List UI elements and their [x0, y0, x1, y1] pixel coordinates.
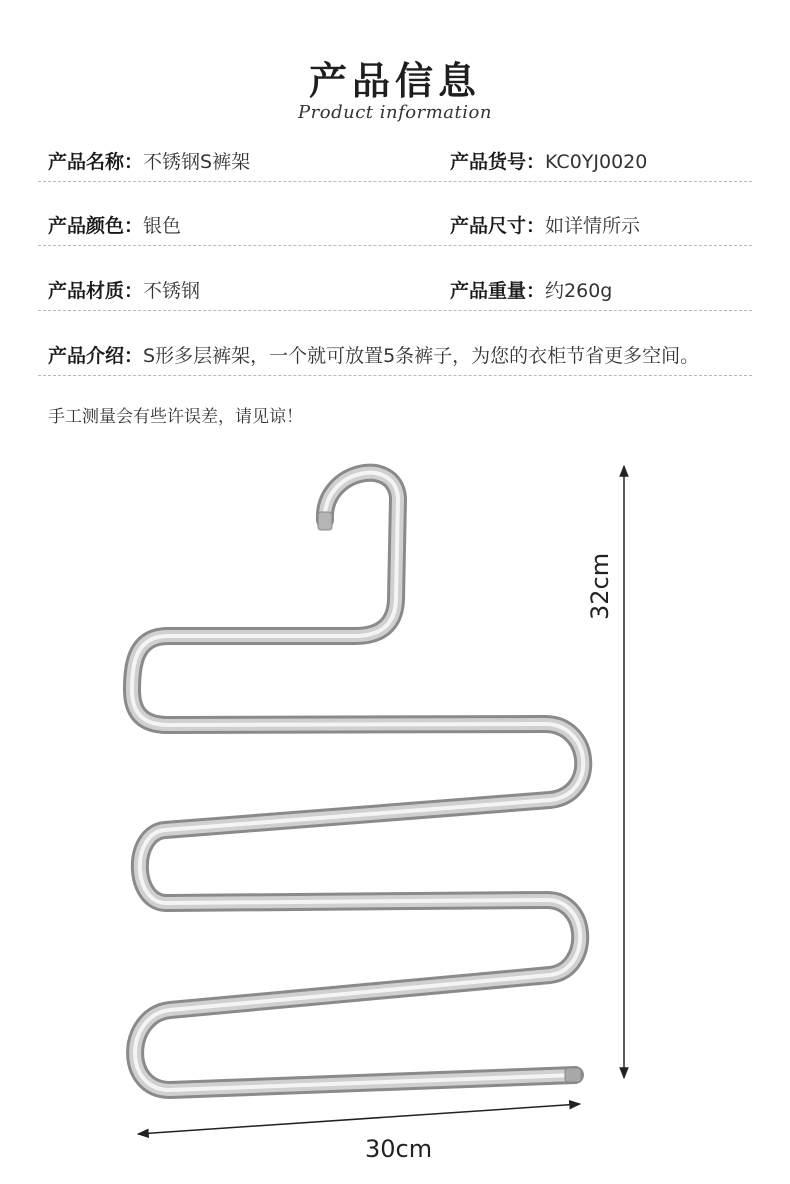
- spec-value: 银色: [143, 215, 182, 237]
- page-subtitle: Product information: [298, 102, 492, 123]
- spec-value: 不锈钢S裤架: [143, 151, 251, 173]
- spec-row: [38, 266, 752, 311]
- spec-value: 如详情所示: [545, 215, 641, 237]
- width-dimension-line: [138, 1104, 580, 1134]
- spec-sku: [450, 147, 647, 174]
- spec-row: [38, 201, 752, 246]
- spec-label: 产品重量：: [450, 280, 546, 302]
- spec-intro: [48, 341, 699, 368]
- spec-label: 产品介绍：: [48, 345, 144, 367]
- spec-label: 产品名称：: [48, 151, 144, 173]
- spec-label: 产品货号：: [450, 151, 546, 173]
- spec-material: [48, 276, 200, 303]
- spec-value: KC0YJ0020: [545, 151, 648, 173]
- spec-value: S形多层裤架，一个就可放置5条裤子，为您的衣柜节省更多空间。: [143, 345, 700, 367]
- hanger-illustration: [0, 440, 790, 1184]
- width-label: 30cm: [365, 1135, 433, 1163]
- rod-end-cap: [565, 1068, 581, 1082]
- spec-row: [38, 137, 752, 182]
- spec-label: 产品尺寸：: [450, 215, 546, 237]
- spec-color: [48, 211, 181, 238]
- spec-label: 产品材质：: [48, 280, 144, 302]
- page-title: 产品信息: [308, 59, 481, 103]
- spec-size: [450, 211, 640, 238]
- spec-row-intro: [38, 331, 752, 376]
- hook-end-cap: [318, 512, 332, 530]
- spec-value: 不锈钢: [143, 280, 201, 302]
- spec-label: 产品颜色：: [48, 215, 144, 237]
- spec-weight: [450, 276, 612, 303]
- height-label: 32cm: [586, 552, 614, 620]
- spec-value: 约260g: [545, 280, 613, 302]
- spec-name: [48, 147, 250, 174]
- hanger-rod: [132, 473, 583, 1090]
- measurement-note: 手工测量会有些许误差，请见谅！: [48, 407, 303, 427]
